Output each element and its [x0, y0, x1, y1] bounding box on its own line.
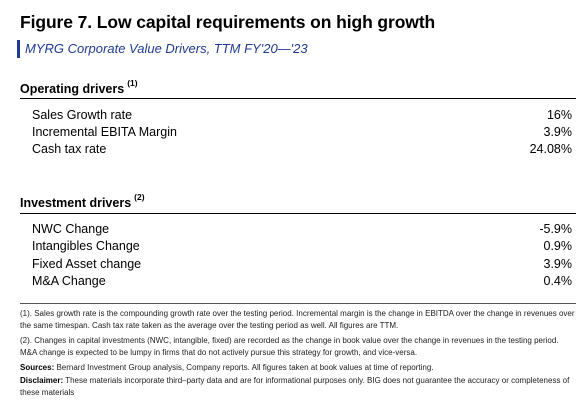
- table-row: [32, 107, 572, 124]
- row-value: 0.4%: [543, 274, 572, 288]
- row-value: 3.9%: [543, 125, 572, 139]
- row-value: 16%: [546, 108, 572, 122]
- row-label: M&A Change: [32, 274, 106, 288]
- row-label: Cash tax rate: [32, 142, 107, 156]
- sources-text: Bernard Investment Group analysis, Company reports. All figures taken at book values at time of reporting.: [54, 363, 434, 372]
- notes-divider: [20, 303, 576, 304]
- operating-drivers-heading: [20, 80, 138, 96]
- row-label: Sales Growth rate: [32, 108, 133, 122]
- row-value: 24.08%: [529, 142, 572, 156]
- row-label: Fixed Asset change: [32, 257, 142, 271]
- table-row: [32, 221, 572, 238]
- row-value: 3.9%: [543, 257, 572, 271]
- sources-label: Sources:: [20, 363, 55, 372]
- row-label: Intangibles Change: [32, 239, 140, 253]
- disclaimer-note: [20, 375, 576, 398]
- operating-divider: [20, 98, 576, 99]
- table-row: [32, 256, 572, 273]
- sources-note: [20, 362, 576, 374]
- disclaimer-text: These materials incorporate third–party data and are for informational purposes only. BIG does not guarantee the accuracy or completeness of these materials: [20, 376, 570, 397]
- table-row: [32, 141, 572, 158]
- table-row: [32, 124, 572, 141]
- investment-divider: [20, 213, 576, 214]
- investment-drivers-heading-text: Investment drivers: [20, 196, 132, 211]
- operating-footnote-ref: (1): [127, 78, 138, 88]
- footnote-1: (1). Sales growth rate is the compounding growth rate over the testing period. Incremental margin is the change in EBITDA over the change in revenues over the same timespan. Cash tax rate taken as the average over the testing period as well. All figures are TTM.: [20, 309, 575, 330]
- row-label: NWC Change: [32, 222, 110, 236]
- figure-subtitle: MYRG Corporate Value Drivers, TTM FY'20—'23: [25, 41, 308, 56]
- row-label: Incremental EBITA Margin: [32, 125, 177, 139]
- figure-title: Figure 7. Low capital requirements on high growth: [20, 12, 436, 32]
- investment-drivers-heading: [20, 194, 145, 210]
- table-row: [32, 273, 572, 290]
- operating-drivers-heading-text: Operating drivers: [20, 82, 125, 97]
- disclaimer-label: Disclaimer:: [20, 376, 64, 385]
- table-row: [32, 238, 572, 255]
- row-value: 0.9%: [543, 239, 572, 253]
- row-value: -5.9%: [539, 222, 572, 236]
- investment-footnote-ref: (2): [134, 192, 145, 202]
- footnote-2: (2). Changes in capital investments (NWC, intangible, fixed) are recorded as the change in book value over the change in revenues in the testing period. M&A change is expected to be lumpy in firms that do not actively pursue this strategy for growth, and vice-versa.: [20, 336, 559, 357]
- subtitle-accent-bar: [17, 40, 20, 58]
